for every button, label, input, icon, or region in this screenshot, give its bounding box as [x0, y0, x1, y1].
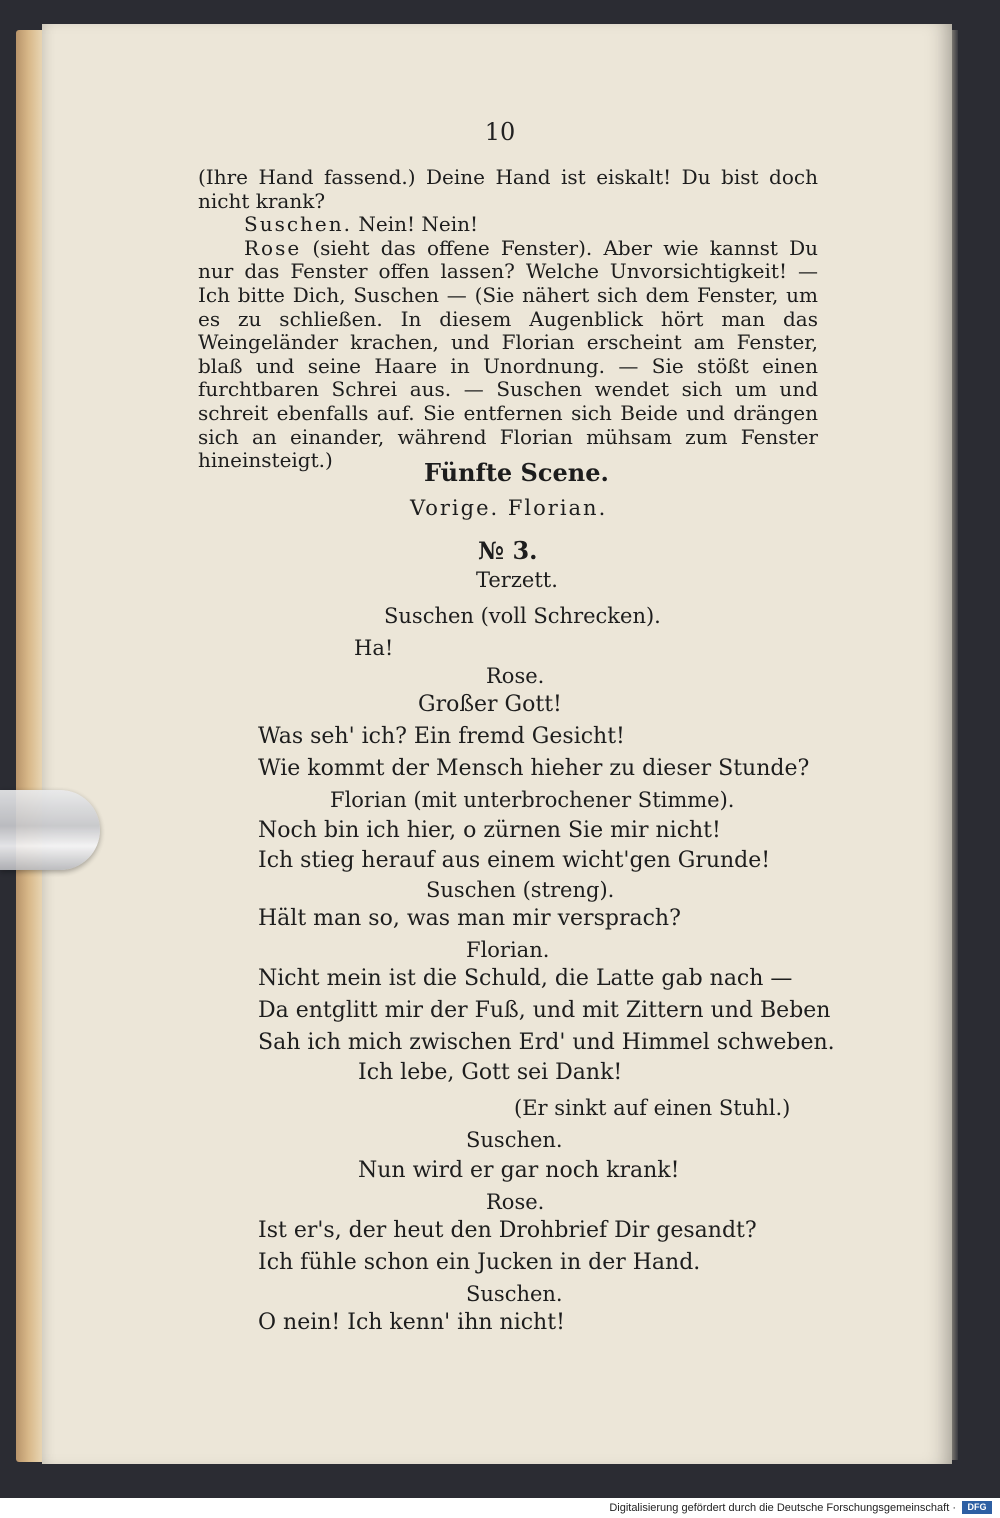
verse-line: Ich lebe, Gott sei Dank!: [358, 1060, 623, 1085]
verse-line: Da entglitt mir der Fuß, und mit Zittern und Beben: [258, 998, 831, 1023]
stage-direction-block: [198, 166, 818, 473]
verse-line: Rose.: [486, 664, 545, 688]
verse-line: Ich stieg herauf aus einem wicht'gen Grunde!: [258, 848, 771, 873]
prose-paragraph-2: [198, 213, 818, 237]
verse-line: Suschen.: [466, 1128, 563, 1152]
verse-line: Wie kommt der Mensch hieher zu dieser Stunde?: [258, 756, 810, 781]
verse-line: Ist er's, der heut den Drohbrief Dir gesandt?: [258, 1218, 757, 1243]
dialogue-text: Nein! Nein!: [352, 212, 479, 237]
verse-line: Was seh' ich? Ein fremd Gesicht!: [258, 724, 625, 749]
verse-line: O nein! Ich kenn' ihn nicht!: [258, 1310, 565, 1335]
number-label: № 3.: [478, 536, 538, 565]
piece-type: Terzett.: [476, 568, 558, 592]
funding-note: Digitalisierung gefördert durch die Deutsche Forschungsgemeinschaft ·: [609, 1502, 956, 1514]
verse-line: Hält man so, was man mir versprach?: [258, 906, 681, 931]
speaker-name: Rose: [244, 235, 302, 260]
dfg-logo: DFG: [962, 1501, 992, 1514]
page-clip: [0, 790, 100, 870]
verse-line: Suschen (streng).: [426, 878, 615, 902]
verse-line: Florian (mit unterbrochener Stimme).: [330, 788, 735, 812]
verse-line: Rose.: [486, 1190, 545, 1214]
verse-line: Großer Gott!: [418, 692, 562, 717]
verse-line: Sah ich mich zwischen Erd' und Himmel schweben.: [258, 1030, 835, 1055]
verse-line: Suschen (voll Schrecken).: [384, 604, 661, 628]
prose-paragraph-3: [198, 237, 818, 473]
prose-paragraph-1: (Ihre Hand fassend.) Deine Hand ist eiskalt! Du bist doch nicht krank?: [198, 165, 818, 213]
verse-line: (Er sinkt auf einen Stuhl.): [514, 1096, 791, 1120]
verse-line: Ich fühle schon ein Jucken in der Hand.: [258, 1250, 701, 1275]
footer-bar: [0, 1498, 1000, 1518]
dialogue-text: (sieht das offene Fenster). Aber wie kannst Du nur das Fenster offen lassen? Welche Unvorsichtigkeit! — Ich bitte Dich, Suschen — (Sie nähert sich dem Fenster, um es zu schließen. In diesem Augenblick hört man das Weingeländer krachen, und Florian erscheint am Fenster, blaß und seine Haare in Unordnung. — Sie stößt einen furchtbaren Schrei aus. — Suschen wendet sich um und schreit ebenfalls auf. Sie entfernen sich Beide und drängen sich an einander, während Florian mühsam zum Fenster hineinsteigt.): [198, 235, 818, 473]
verse-line: Florian.: [466, 938, 550, 962]
verse-line: Ha!: [354, 636, 394, 660]
verse-line: Suschen.: [466, 1282, 563, 1306]
page-number: 10: [484, 118, 516, 146]
scene-title: Fünfte Scene.: [424, 458, 609, 487]
verse-line: Nicht mein ist die Schuld, die Latte gab nach —: [258, 966, 793, 991]
scene-persons: Vorige. Florian.: [410, 496, 608, 520]
speaker-name: Suschen.: [244, 212, 353, 237]
verse-line: Nun wird er gar noch krank!: [358, 1158, 680, 1183]
verse-line: Noch bin ich hier, o zürnen Sie mir nicht!: [258, 818, 721, 843]
